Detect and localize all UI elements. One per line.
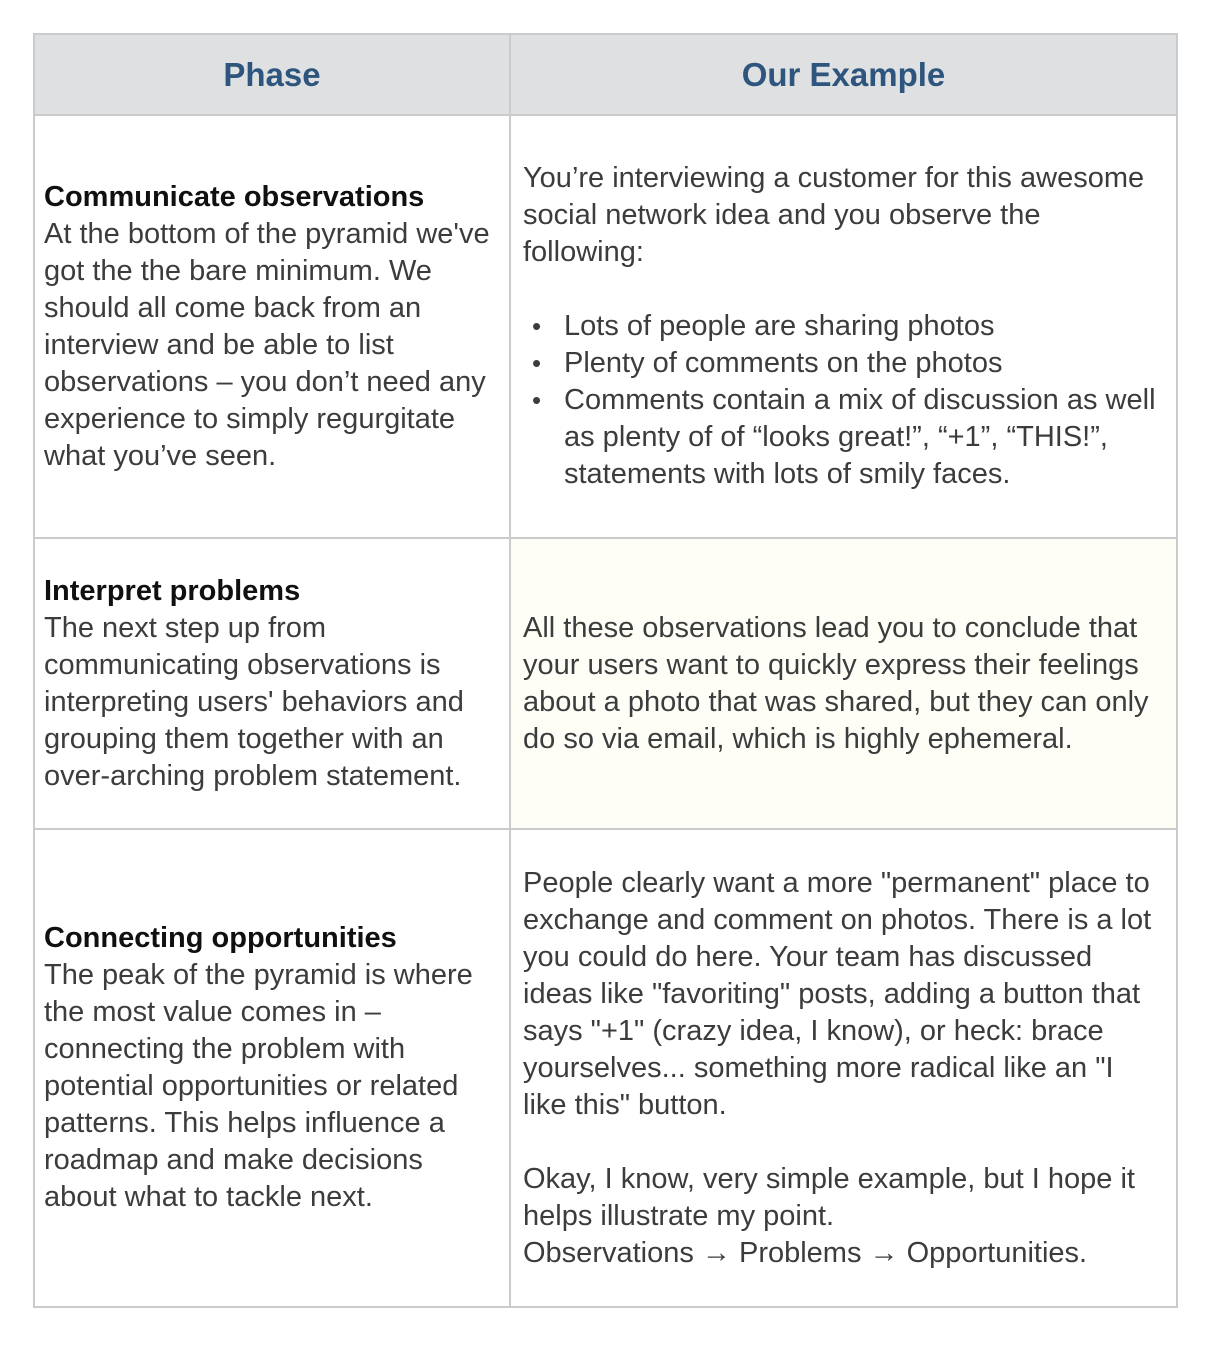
phase-column-header: Phase <box>34 34 510 115</box>
row-connecting-opportunities <box>34 829 1177 1307</box>
phase-cell-connecting-opportunities <box>34 829 510 1307</box>
example-cell-communicate-observations <box>510 115 1177 538</box>
phase-description: The next step up from communicating observations is interpreting users' behaviors and grouping them together with an over-arching problem statement. <box>44 611 464 792</box>
example-paragraph: All these observations lead you to conclude that your users want to quickly express their feelings about a photo that was shared, but they can only do so via email, which is highly ephemeral. <box>523 611 1149 755</box>
observation-item: • Plenty of comments on the photos <box>523 345 1160 382</box>
example-closing-line: Okay, I know, very simple example, but I hope it helps illustrate my point. <box>523 1162 1135 1232</box>
phase-cell-communicate-observations <box>34 115 510 538</box>
example-column-header: Our Example <box>510 34 1177 115</box>
example-paragraph: People clearly want a more "permanent" place to exchange and comment on photos. There is a lot you could do here. Your team has discussed ideas like "favoriting" posts, adding a button that says "+1" (crazy idea, I know), or heck: brace yourselves... something more radical like an "I like this" button. <box>523 866 1152 1121</box>
example-closing-line: Observations → Problems → Opportunities. <box>523 1236 1088 1269</box>
example-intro: You’re interviewing a customer for this awesome social network idea and you observe the following: <box>523 162 1145 268</box>
phase-cell-interpret-problems <box>34 538 510 829</box>
row-communicate-observations <box>34 115 1177 538</box>
phase-example-table <box>33 33 1178 1308</box>
observation-list <box>523 308 1160 493</box>
row-interpret-problems <box>34 538 1177 829</box>
phase-title: Connecting opportunities <box>44 922 397 954</box>
phase-description: At the bottom of the pyramid we've got the the bare minimum. We should all come back from an interview and be able to list observations – you don’t need any experience to simply regurgitate what you’ve seen. <box>44 217 490 472</box>
observation-item: • Lots of people are sharing photos <box>523 308 1160 345</box>
example-cell-interpret-problems <box>510 538 1177 829</box>
phase-description: The peak of the pyramid is where the most value comes in – connecting the problem with potential opportunities or related patterns. This helps influence a roadmap and make decisions about what to tackle next. <box>44 959 473 1213</box>
phase-title: Communicate observations <box>44 180 425 213</box>
phase-title: Interpret problems <box>44 574 301 607</box>
example-cell-connecting-opportunities <box>510 829 1177 1307</box>
table-header-row <box>34 34 1177 115</box>
observation-item: • Comments contain a mix of discussion as well as plenty of of “looks great!”, “+1”, “THIS!”, statements with lots of smily faces. <box>523 382 1160 493</box>
